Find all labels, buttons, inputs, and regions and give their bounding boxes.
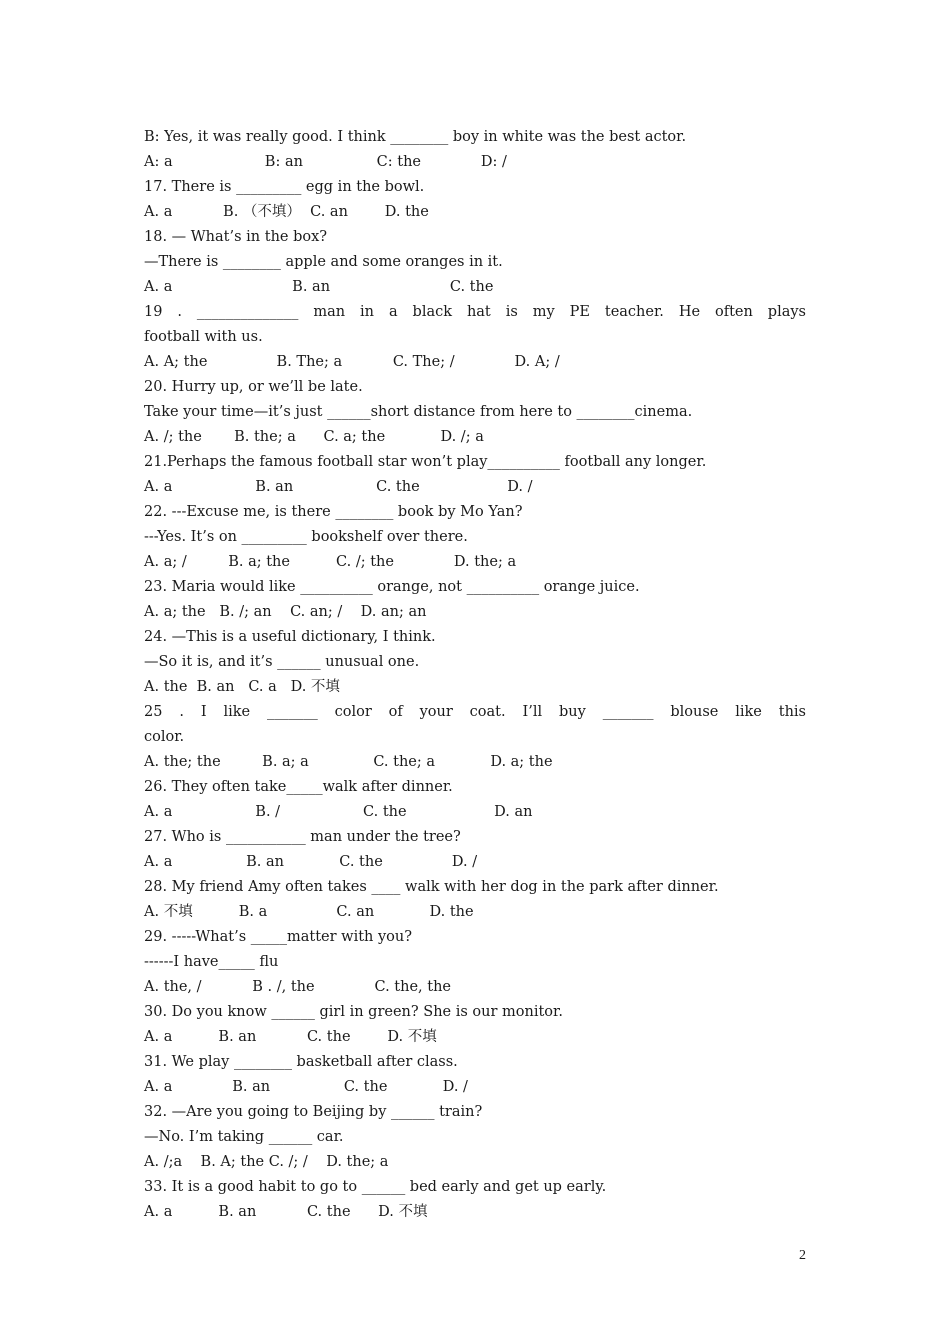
text-line: 29. -----What’s _____matter with you? — [144, 929, 413, 945]
text-line: —So it is, and it’s ______ unusual one. — [144, 654, 420, 670]
text-line: A. a; / B. a; the C. /; the D. the; a — [144, 554, 517, 570]
page-number: 2 — [799, 1248, 806, 1263]
text-line: A. /; the B. the; a C. a; the D. /; a — [144, 429, 484, 445]
text-line: 32. —Are you going to Beijing by ______ train? — [144, 1104, 483, 1120]
text-line: 19 . ______________ man in a black hat is my PE teacher. He often plays — [144, 304, 806, 320]
text-line: A. 不填 B. a C. an D. the — [144, 904, 474, 920]
text-line: 31. We play ________ basketball after class. — [144, 1054, 458, 1070]
text-line: ------I have_____ flu — [144, 954, 279, 970]
text-line: A. a B. （不填） C. an D. the — [144, 204, 429, 220]
text-line: A. a B. an C. the D. / — [144, 1079, 468, 1095]
text-line: A. the, / B . /, the C. the, the — [144, 979, 451, 995]
text-line: A. a B. an C. the D. 不填 — [144, 1029, 437, 1045]
text-line: 33. It is a good habit to go to ______ bed early and get up early. — [144, 1179, 607, 1195]
text-line: 26. They often take_____walk after dinner. — [144, 779, 453, 795]
text-line: —There is ________ apple and some oranges in it. — [144, 254, 503, 270]
text-line: A. /;a B. A; the C. /; / D. the; a — [144, 1154, 389, 1170]
text-line: A. a B. an C. the D. / — [144, 479, 533, 495]
text-line: A. a B. / C. the D. an — [144, 804, 533, 820]
text-line: A. the B. an C. a D. 不填 — [144, 679, 340, 695]
text-line: Take your time—it’s just ______short distance from here to ________cinema. — [144, 404, 693, 420]
text-line: B: Yes, it was really good. I think ________ boy in white was the best actor. — [144, 129, 687, 145]
text-line: 21.Perhaps the famous football star won’t play__________ football any longer. — [144, 454, 707, 470]
text-line: football with us. — [144, 329, 263, 345]
text-line: 22. ---Excuse me, is there ________ book by Mo Yan? — [144, 504, 523, 520]
text-line: A. a B. an C. the D. 不填 — [144, 1204, 428, 1220]
text-line: A: a B: an C: the D: / — [144, 154, 507, 170]
text-line: A. a B. an C. the — [144, 279, 494, 295]
text-line: 18. — What’s in the box? — [144, 229, 328, 245]
text-line: —No. I’m taking ______ car. — [144, 1129, 344, 1145]
text-line: 30. Do you know ______ girl in green? She is our monitor. — [144, 1004, 563, 1020]
text-line: 25 . I like _______ color of your coat. I’ll buy _______ blouse like this — [144, 704, 806, 720]
text-line: 20. Hurry up, or we’ll be late. — [144, 379, 363, 395]
text-line: A. the; the B. a; a C. the; a D. a; the — [144, 754, 553, 770]
text-line: A. A; the B. The; a C. The; / D. A; / — [144, 354, 560, 370]
text-line: ---Yes. It’s on _________ bookshelf over there. — [144, 529, 468, 545]
text-line: 28. My friend Amy often takes ____ walk with her dog in the park after dinner. — [144, 879, 719, 895]
text-line: A. a B. an C. the D. / — [144, 854, 478, 870]
text-line: 24. —This is a useful dictionary, I think. — [144, 629, 436, 645]
text-line: 23. Maria would like __________ orange, not __________ orange juice. — [144, 579, 640, 595]
text-line: color. — [144, 729, 185, 745]
text-line: A. a; the B. /; an C. an; / D. an; an — [144, 604, 427, 620]
text-line: 27. Who is ___________ man under the tree? — [144, 829, 461, 845]
text-line: 17. There is _________ egg in the bowl. — [144, 179, 425, 195]
